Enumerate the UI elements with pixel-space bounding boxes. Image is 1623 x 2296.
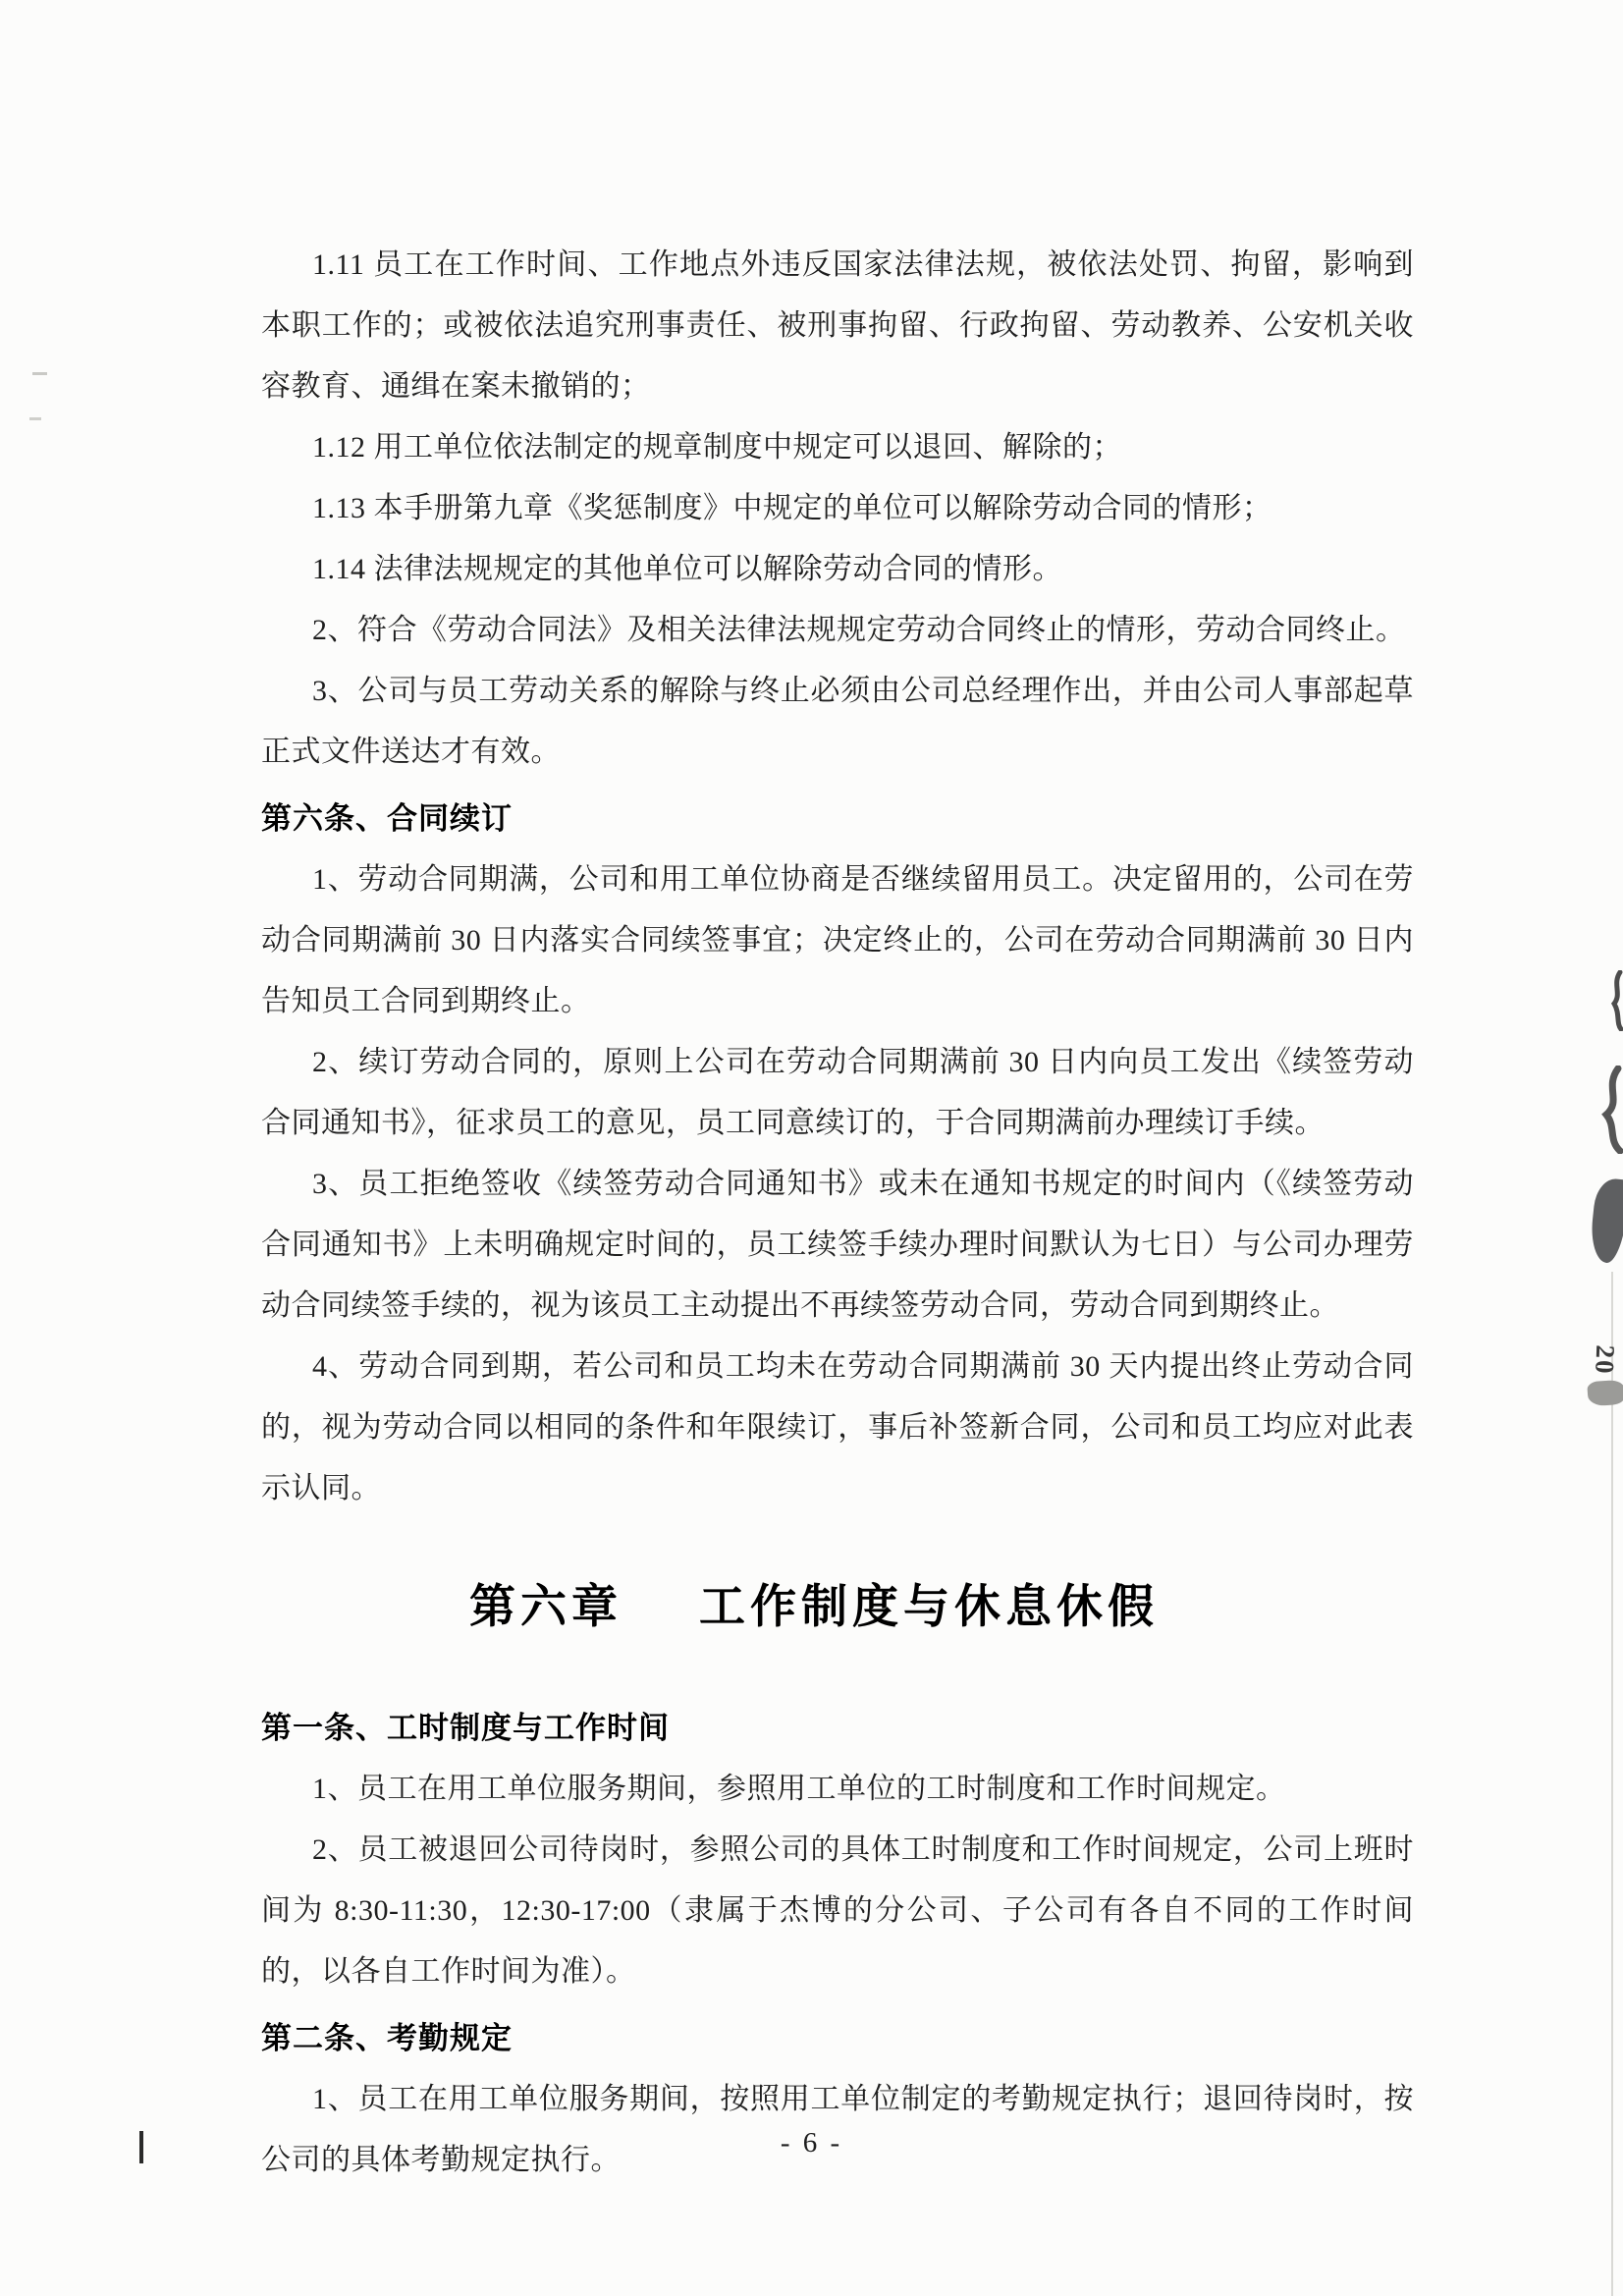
paragraph-renewal-2: 2、续订劳动合同的，原则上公司在劳动合同期满前 30 日内向员工发出《续签劳动合同通知书》，征求员工的意见，员工同意续订的，于合同期满前办理续订手续。 <box>261 1046 1414 1139</box>
paragraph-item-2: 2、符合《劳动合同法》及相关法律法规规定劳动合同终止的情形，劳动合同终止。 <box>312 614 1406 646</box>
paragraph-item-1-13: 1.13 本手册第九章《奖惩制度》中规定的单位可以解除劳动合同的情形； <box>312 492 1272 524</box>
article-heading-attendance: 第二条、考勤规定 <box>261 2021 513 2055</box>
document-body <box>261 235 1414 2191</box>
page-number: - 6 - <box>780 2127 843 2159</box>
paragraph-item-1-14: 1.14 法律法规规定的其他单位可以解除劳动合同的情形。 <box>312 553 1062 585</box>
paragraph-item-1-12: 1.12 用工单位依法制定的规章制度中规定可以退回、解除的； <box>312 431 1122 464</box>
paragraph-attendance-1: 1、员工在用工单位服务期间，按照用工单位制定的考勤规定执行；退回待岗时，按公司的具体考勤规定执行。 <box>261 2083 1414 2176</box>
ink-squiggle-top <box>1606 970 1623 1031</box>
left-margin-tick <box>139 2131 143 2163</box>
ink-squiggle-mark <box>1596 1066 1623 1154</box>
paragraph-hours-2: 2、员工被退回公司待岗时，参照公司的具体工时制度和工作时间规定，公司上班时间为 8:30-11:30，12:30-17:00（隶属于杰博的分公司、子公司有各自不同的工作时间的，以各自工作时间为准）。 <box>261 1833 1414 1988</box>
article-heading-working-hours: 第一条、工时制度与工作时间 <box>261 1711 670 1745</box>
chapter-title <box>238 1572 1390 1643</box>
paragraph-renewal-4: 4、劳动合同到期，若公司和员工均未在劳动合同期满前 30 天内提出终止劳动合同的，视为劳动合同以相同的条件和年限续订，事后补签新合同，公司和员工均应对此表示认同。 <box>261 1350 1414 1504</box>
margin-handwritten-number: 20 <box>1590 1344 1621 1377</box>
article-heading-contract-renewal: 第六条、合同续订 <box>261 801 513 836</box>
ink-smudge-blob <box>1589 1176 1623 1264</box>
left-margin-dash <box>32 372 47 375</box>
gray-smudge <box>1587 1380 1623 1407</box>
paragraph-renewal-3: 3、员工拒绝签收《续签劳动合同通知书》或未在通知书规定的时间内（《续签劳动合同通知书》上未明确规定时间的，员工续签手续办理时间默认为七日）与公司办理劳动合同续签手续的，视为该员工主动提出不再续签劳动合同，劳动合同到期终止。 <box>261 1168 1414 1322</box>
chapter-name: 工作制度与休息休假 <box>699 1582 1159 1633</box>
paragraph-hours-1: 1、员工在用工单位服务期间，参照用工单位的工时制度和工作时间规定。 <box>312 1773 1286 1805</box>
paragraph-item-1-11: 1.11 员工在工作时间、工作地点外违反国家法律法规，被依法处罚、拘留，影响到本职工作的；或被依法追究刑事责任、被刑事拘留、行政拘留、劳动教养、公安机关收容教育、通缉在案未撤销的； <box>261 248 1414 403</box>
scan-edge-line <box>1611 1272 1613 2296</box>
chapter-number: 第六章 <box>469 1582 622 1633</box>
paragraph-item-3: 3、公司与员工劳动关系的解除与终止必须由公司总经理作出，并由公司人事部起草正式文件送达才有效。 <box>261 675 1414 768</box>
paragraph-renewal-1: 1、劳动合同期满，公司和用工单位协商是否继续留用员工。决定留用的，公司在劳动合同期满前 30 日内落实合同续签事宜；决定终止的，公司在劳动合同期满前 30 日内告知员工合同到期终止。 <box>261 863 1414 1017</box>
left-margin-dash <box>29 417 41 420</box>
